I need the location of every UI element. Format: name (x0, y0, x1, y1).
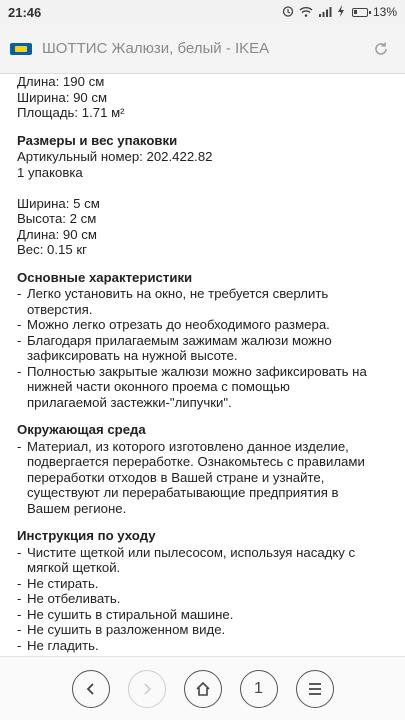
care-item (17, 638, 389, 654)
page-title[interactable]: ШОТТИС Жалюзи, белый - IKEA (42, 40, 270, 57)
bullet-dash: - (17, 606, 22, 622)
bullet-text (27, 591, 389, 607)
bullet-dash: - (17, 544, 22, 560)
status-bar (0, 0, 405, 24)
bullet-dash: - (17, 317, 22, 332)
care-item (17, 622, 389, 638)
bullet-line: подвергается переработке. Ознакомьтесь с правилами (27, 454, 365, 469)
features-heading: Основные характеристики (17, 269, 193, 285)
package-count: 1 упаковка (17, 164, 83, 180)
bullet-line: Не сушить в стиральной машине. (27, 606, 234, 622)
bullet-text (27, 364, 389, 411)
care-item (17, 591, 389, 607)
bullet-dash: - (17, 332, 22, 348)
care-list (17, 545, 389, 654)
bullet-dash: - (17, 363, 22, 379)
bullet-line: переработки отходов в Вашей стране и узнайте, (27, 469, 325, 485)
bullet-text (27, 317, 389, 333)
bullet-line: Не отбеливать. (27, 591, 121, 606)
bullet-text (27, 576, 389, 592)
package-dimension-line: Вес: 0.15 кг (17, 242, 87, 257)
care-heading: Инструкция по уходу (17, 528, 156, 543)
tabs-counter: 1 (254, 679, 263, 697)
bullet-line: Полностью закрытые жалюзи можно зафиксировать на (27, 363, 367, 379)
tabs-button[interactable] (240, 670, 278, 708)
menu-icon (308, 683, 322, 695)
ikea-favicon (10, 43, 32, 55)
status-time: 21:46 (8, 4, 42, 20)
package-dimensions (17, 196, 389, 258)
home-button[interactable] (184, 670, 222, 708)
bullet-line: Благодаря прилагаемым зажимам жалюзи можно (27, 332, 332, 348)
forward-icon (140, 682, 154, 696)
feature-item (17, 286, 389, 317)
bottom-nav (0, 656, 405, 720)
signal-icon (318, 6, 332, 19)
bullet-dash: - (17, 591, 22, 606)
home-icon (195, 681, 211, 697)
forward-button[interactable] (128, 670, 166, 708)
environment-item (17, 439, 389, 517)
back-icon (84, 682, 98, 696)
environment-heading: Окружающая среда (17, 422, 146, 437)
bullet-line: Легко установить на окно, не требуется сверлить (27, 286, 329, 301)
package-heading: Размеры и вес упаковки (17, 132, 178, 148)
product-size-line: Площадь: 1.71 м² (17, 105, 125, 120)
battery-icon (352, 8, 368, 17)
bullet-line: существуют ли перерабатывающие предприятия в (27, 485, 339, 500)
bullet-line: Не гладить. (27, 637, 99, 653)
bullet-text (27, 333, 389, 364)
status-icons (282, 5, 397, 19)
package-dimension-line: Ширина: 5 см (17, 195, 100, 211)
back-button[interactable] (72, 670, 110, 708)
bullet-line: отверстия. (27, 301, 93, 317)
bullet-line: Чистите щеткой или пылесосом, используя насадку с (27, 544, 356, 560)
bullet-dash: - (17, 286, 22, 301)
bullet-dash: - (17, 622, 22, 637)
bullet-text (27, 622, 389, 638)
care-item (17, 545, 389, 576)
bullet-dash: - (17, 575, 22, 591)
care-item (17, 607, 389, 623)
bullet-dash: - (17, 438, 22, 454)
feature-item (17, 364, 389, 411)
battery-percent: 13% (372, 5, 397, 19)
package-dimension-line: Высота: 2 см (17, 211, 97, 226)
alarm-icon (282, 5, 294, 19)
bullet-text (27, 439, 389, 517)
menu-button[interactable] (296, 670, 334, 708)
bullet-line: Вашем регионе. (27, 500, 127, 516)
bullet-line: прилагаемой застежки-"липучки". (27, 394, 232, 410)
bullet-text (27, 607, 389, 623)
feature-item (17, 333, 389, 364)
package-dimension-line: Длина: 90 см (17, 226, 97, 242)
care-item (17, 576, 389, 592)
bullet-line: Материал, из которого изготовлено данное изделие, (27, 438, 349, 454)
bullet-line: нижней части оконного проема с помощью (27, 379, 290, 394)
product-size-line: Длина: 190 см (17, 74, 105, 89)
environment-list (17, 439, 389, 517)
address-bar[interactable] (0, 24, 405, 74)
article-number: Артикульный номер: 202.422.82 (17, 149, 213, 164)
bullet-dash: - (17, 637, 22, 653)
feature-item (17, 317, 389, 333)
bullet-text (27, 545, 389, 576)
bullet-line: Можно легко отрезать до необходимого размера. (27, 317, 330, 332)
product-details (17, 74, 389, 653)
bullet-line: Не сушить в разложенном виде. (27, 622, 226, 637)
reload-icon[interactable] (367, 35, 395, 63)
wifi-icon (299, 6, 313, 19)
product-size-block (17, 74, 389, 121)
bullet-line: зафиксировать на нужной высоте. (27, 348, 238, 363)
bullet-line: мягкой щеткой. (27, 560, 121, 575)
page-content (0, 74, 405, 656)
bullet-text (27, 638, 389, 654)
bullet-text (27, 286, 389, 317)
bullet-line: Не стирать. (27, 575, 99, 591)
product-size-line: Ширина: 90 см (17, 89, 108, 105)
features-list (17, 286, 389, 410)
charging-icon (337, 5, 345, 19)
